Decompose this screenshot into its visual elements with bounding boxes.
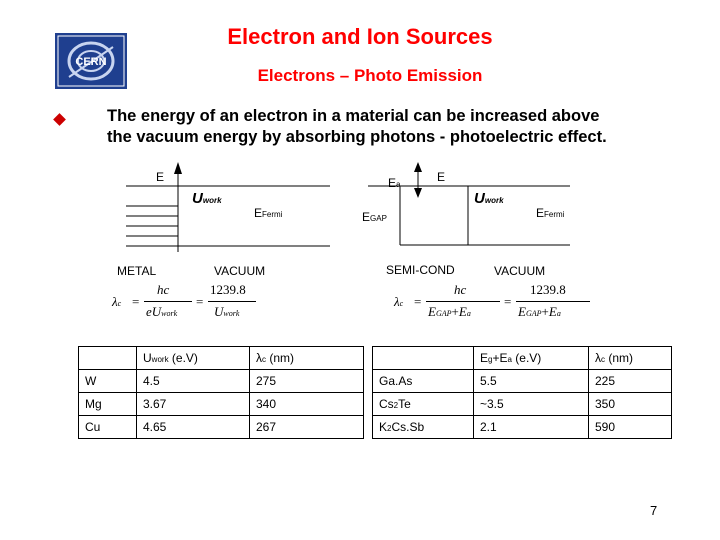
metal-uwork-label: Uwork [192, 190, 222, 207]
table-header-cell: Uwork (e.V) [137, 347, 250, 370]
slide-subtitle: Electrons – Photo Emission [257, 66, 483, 85]
table-header-cell: λc (nm) [250, 347, 364, 370]
semi-gap-label: EGAP [362, 210, 387, 224]
bullet-line-1: The energy of an electron in a material can be increased above [107, 107, 600, 125]
formula-denominator: EGAP+Ea [428, 304, 471, 319]
table-row [373, 370, 672, 393]
table-cell: Cu [79, 416, 137, 439]
table-cell: 5.5 [474, 370, 589, 393]
table-cell: 4.5 [137, 370, 250, 393]
table-header-cell [373, 347, 474, 370]
formula-numerator-2: 1239.8 [210, 282, 246, 297]
formula-lambda: λc [112, 294, 122, 309]
metal-fermi-label: EFermi [254, 206, 283, 220]
metal-vacuum-label: VACUUM [214, 264, 266, 278]
table-cell: ~3.5 [474, 393, 589, 416]
formula-numerator: hc [454, 282, 467, 297]
table-cell: 340 [250, 393, 364, 416]
table-header-row [79, 347, 364, 370]
bullet-line-2: the vacuum energy by absorbing photons - photoelectric effect. [107, 128, 607, 146]
table-cell: 275 [250, 370, 364, 393]
slide-title: Electron and Ion Sources [227, 24, 493, 49]
table-cell: 225 [589, 370, 672, 393]
semi-label: SEMI-COND [386, 263, 455, 277]
formula-fraction-bar [208, 301, 256, 302]
metal-energy-label: E [156, 170, 165, 184]
formula-equals: = [504, 294, 512, 309]
formula-equals: = [414, 294, 422, 309]
table-cell: Cs2Te [373, 393, 474, 416]
svg-text:CERN: CERN [75, 56, 107, 68]
table-row [79, 393, 364, 416]
table-cell: 267 [250, 416, 364, 439]
table-cell: 4.65 [137, 416, 250, 439]
table-cell: K2Cs.Sb [373, 416, 474, 439]
table-header-row [373, 347, 672, 370]
formula-denominator: eUwork [146, 304, 178, 319]
semi-uwork-label: Uwork [474, 190, 504, 207]
table-cell: 590 [589, 416, 672, 439]
formula-fraction-bar [426, 301, 500, 302]
table-row [79, 416, 364, 439]
table-header-cell [79, 347, 137, 370]
semi-formula [394, 280, 594, 326]
table-cell: Mg [79, 393, 137, 416]
semi-table [372, 346, 672, 439]
table-cell: W [79, 370, 137, 393]
formula-numerator-2: 1239.8 [530, 282, 566, 297]
formula-denominator-2: Uwork [214, 304, 240, 319]
metal-label: METAL [117, 264, 157, 278]
metal-table [78, 346, 364, 439]
table-cell: 350 [589, 393, 672, 416]
semi-fermi-label: EFermi [536, 206, 565, 220]
formula-equals: = [196, 294, 204, 309]
table-cell: 2.1 [474, 416, 589, 439]
formula-fraction-bar [144, 301, 192, 302]
table-row [373, 393, 672, 416]
table-row [79, 370, 364, 393]
table-cell: 3.67 [137, 393, 250, 416]
semi-ea-arrow-icon [414, 162, 422, 172]
formula-lambda: λc [394, 294, 404, 309]
semi-energy-diagram [368, 162, 570, 245]
formula-denominator-2: EGAP+Ea [518, 304, 561, 319]
page-number: 7 [650, 503, 658, 518]
formula-equals: = [132, 294, 140, 309]
semi-vacuum-label: VACUUM [494, 264, 546, 278]
table-header-cell: λc (nm) [589, 347, 672, 370]
metal-axis-arrow-icon [174, 162, 182, 174]
semi-energy-label: E [437, 170, 446, 184]
formula-fraction-bar [516, 301, 590, 302]
table-header-cell: Eg+Ea (e.V) [474, 347, 589, 370]
formula-numerator: hc [157, 282, 170, 297]
table-row [373, 416, 672, 439]
semi-ea-label: Ea [388, 176, 401, 190]
semi-ea-arrow-down-icon [414, 188, 422, 198]
metal-formula [112, 280, 262, 326]
table-cell: Ga.As [373, 370, 474, 393]
